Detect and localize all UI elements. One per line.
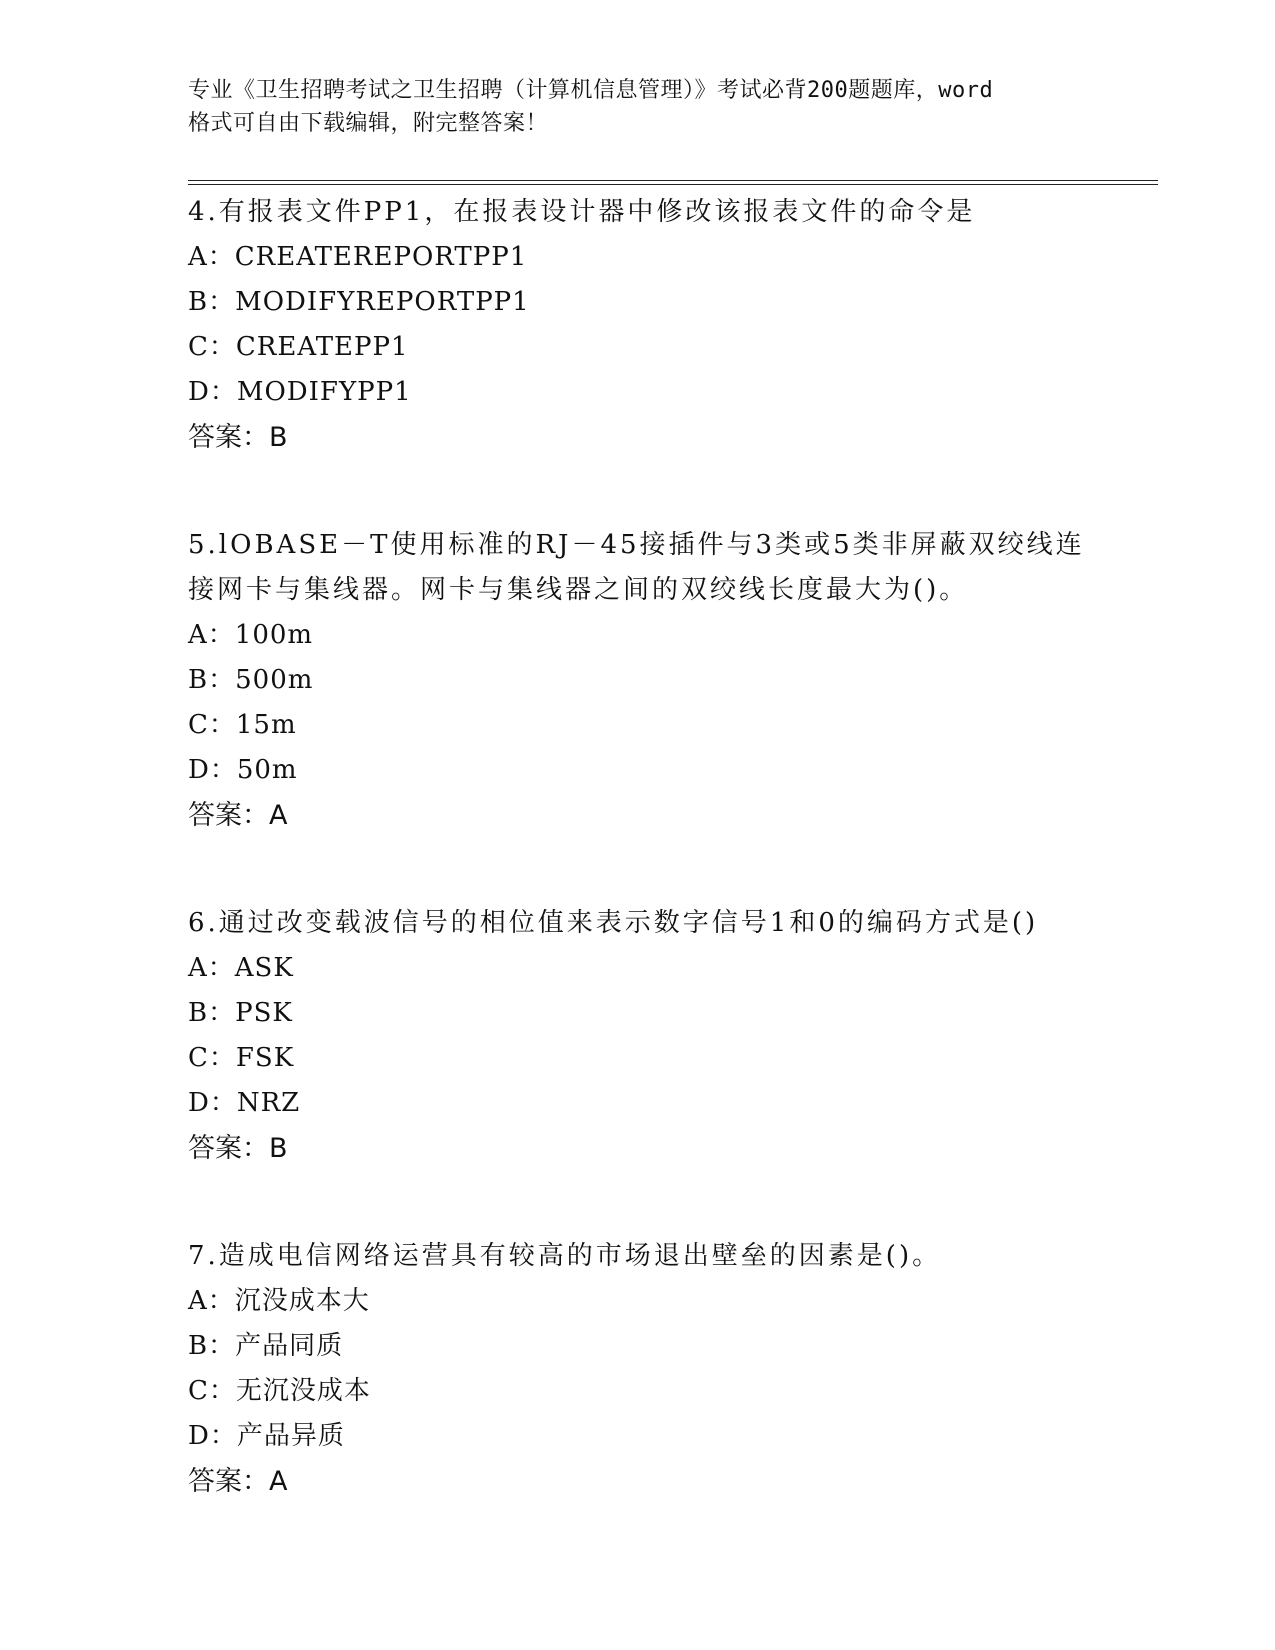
question-text: 4.有报表文件PP1，在报表设计器中修改该报表文件的命令是 bbox=[188, 197, 976, 227]
answer-line: 答案：A bbox=[188, 1466, 288, 1497]
option-b: B：产品同质 bbox=[188, 1331, 344, 1361]
option-b: B：PSK bbox=[188, 998, 293, 1028]
option-c: C：15m bbox=[188, 710, 297, 740]
option-b: B：500m bbox=[188, 665, 314, 695]
document-header bbox=[188, 74, 1108, 140]
answer-line: 答案：A bbox=[188, 800, 288, 831]
option-c: C：无沉没成本 bbox=[188, 1376, 371, 1406]
question-text: 6.通过改变载波信号的相位值来表示数字信号1和0的编码方式是() bbox=[188, 908, 1039, 938]
header-line-1: 专业《卫生招聘考试之卫生招聘（计算机信息管理）》考试必背200题题库，word bbox=[188, 78, 994, 103]
header-divider-bottom bbox=[188, 184, 1158, 185]
header-line-2: 格式可自由下载编辑，附完整答案！ bbox=[188, 111, 549, 136]
option-a: A：CREATEREPORTPP1 bbox=[188, 242, 528, 272]
question-5 bbox=[188, 523, 1088, 838]
option-d: D：产品异质 bbox=[188, 1421, 345, 1451]
header-divider-top bbox=[188, 180, 1158, 181]
option-a: A：沉没成本大 bbox=[188, 1286, 370, 1316]
option-a: A：ASK bbox=[188, 953, 294, 983]
question-text: 7.造成电信网络运营具有较高的市场退出壁垒的因素是()。 bbox=[188, 1241, 942, 1271]
option-d: D：NRZ bbox=[188, 1088, 301, 1118]
option-c: C：CREATEPP1 bbox=[188, 332, 409, 362]
option-d: D：MODIFYPP1 bbox=[188, 377, 412, 407]
question-list bbox=[188, 190, 1088, 1567]
option-c: C：FSK bbox=[188, 1043, 295, 1073]
option-b: B：MODIFYREPORTPP1 bbox=[188, 287, 530, 317]
option-d: D：50m bbox=[188, 755, 298, 785]
question-6 bbox=[188, 901, 1088, 1171]
question-7 bbox=[188, 1234, 1088, 1504]
question-text: 5.lOBASE－T使用标准的RJ－45接插件与3类或5类非屏蔽双绞线连接网卡与集线器。网卡与集线器之间的双绞线长度最大为()。 bbox=[188, 530, 1085, 605]
question-4 bbox=[188, 190, 1088, 460]
answer-line: 答案：B bbox=[188, 422, 288, 453]
option-a: A：100m bbox=[188, 620, 314, 650]
answer-line: 答案：B bbox=[188, 1133, 288, 1164]
